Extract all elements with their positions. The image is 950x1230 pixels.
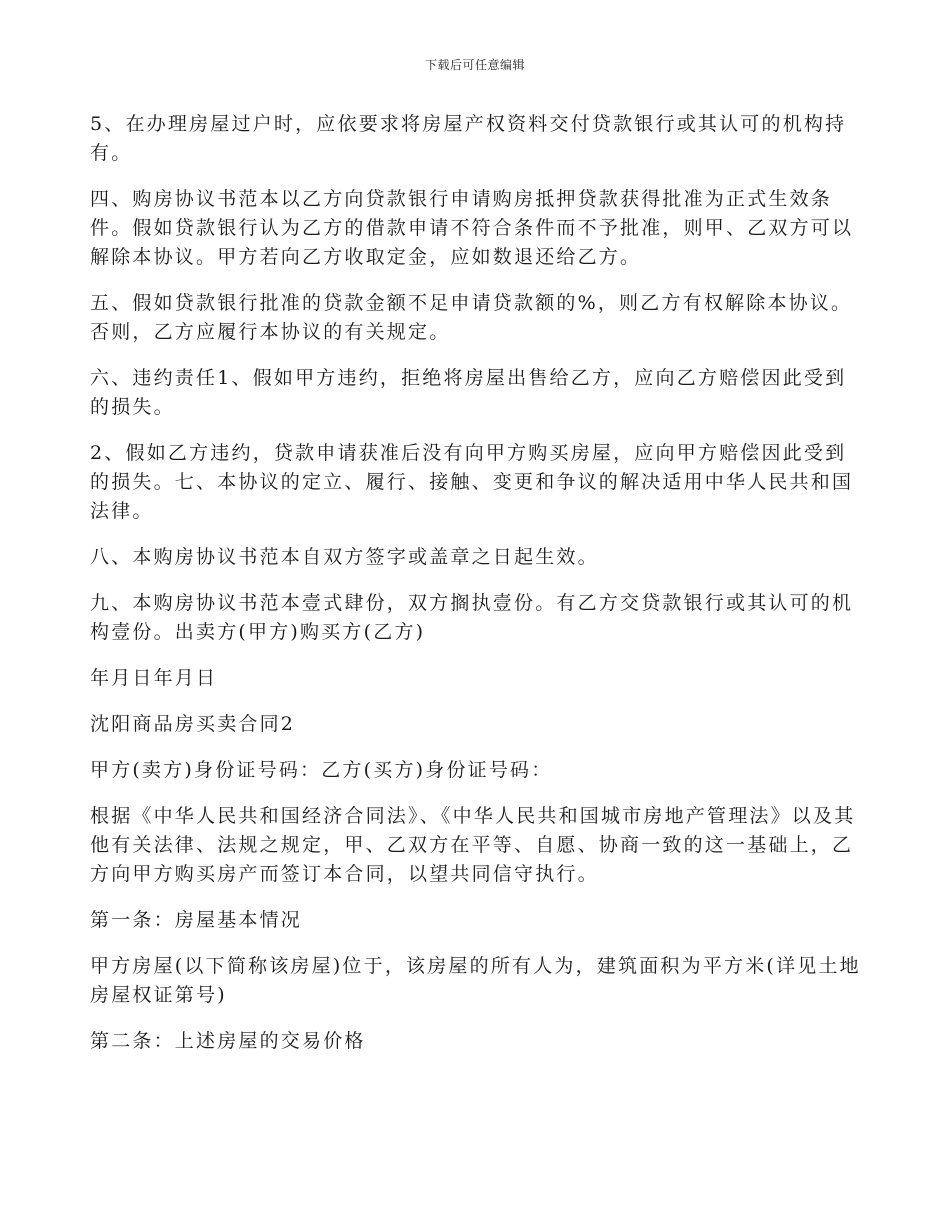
page-header: 下载后可任意编辑 (424, 58, 525, 72)
paragraph-clause-4: 四、购房协议书范本以乙方向贷款银行申请购房抵押贷款获得批准为正式生效条件。假如贷款银行认为乙方的借款申请不符合条件而不予批准，则甲、乙双方可以解除本协议。甲方若向乙方收取定金，应如数退还给乙方。 (90, 188, 854, 268)
paragraph-date-line: 年月日年月日 (90, 667, 218, 689)
paragraph-property-info: 甲方房屋(以下简称该房屋)位于，该房屋的所有人为，建筑面积为平方米(详见土地房屋权证第号) (90, 955, 861, 1006)
article-1-heading: 第一条：房屋基本情况 (90, 909, 303, 931)
paragraph-clause-9: 九、本购房协议书范本壹式肆份，双方搁执壹份。有乙方交贷款银行或其认可的机构壹份。出卖方(甲方)购买方(乙方) (90, 592, 854, 643)
paragraph-transfer-clause: 5、在办理房屋过户时，应依要求将房屋产权资料交付贷款银行或其认可的机构持有。 (90, 113, 847, 164)
paragraph-clause-6: 六、违约责任1、假如甲方违约，拒绝将房屋出售给乙方，应向乙方赔偿因此受到的损失。 (90, 367, 847, 418)
paragraph-clause-8: 八、本购房协议书范本自双方签字或盖章之日起生效。 (90, 546, 599, 568)
contract-title: 沈阳商品房买卖合同2 (90, 713, 296, 735)
paragraph-parties-id: 甲方(卖方)身份证号码：乙方(买方)身份证号码： (90, 759, 553, 781)
document-body (90, 110, 862, 1073)
paragraph-clause-6-2-and-7: 2、假如乙方违约，贷款申请获准后没有向甲方购买房屋，应向甲方赔偿因此受到的损失。七、本协议的定立、履行、接触、变更和争议的解决适用中华人民共和国法律。 (90, 442, 854, 522)
article-2-heading: 第二条：上述房屋的交易价格 (90, 1030, 366, 1052)
paragraph-preamble: 根据《中华人民共和国经济合同法》、《中华人民共和国城市房地产管理法》以及其他有关法律、法规之规定，甲、乙双方在平等、自愿、协商一致的这一基础上，乙方向甲方购买房产而签订本合同，以望共同信守执行。 (90, 805, 856, 885)
paragraph-clause-5: 五、假如贷款银行批准的贷款金额不足申请贷款额的%，则乙方有权解除本协议。否则，乙方应履行本协议的有关规定。 (90, 292, 853, 343)
